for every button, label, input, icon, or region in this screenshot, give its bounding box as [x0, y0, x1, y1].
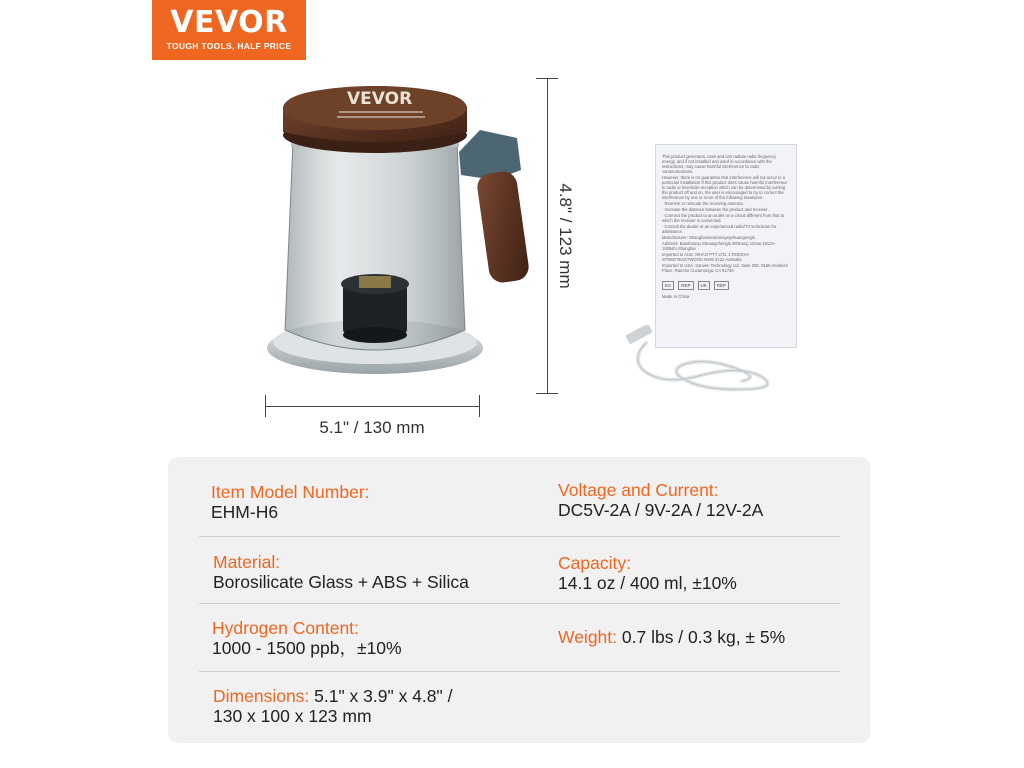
spec-voltage-value: DC5V-2A / 9V-2A / 12V-2A: [558, 500, 764, 520]
manual-text: However, there is no guarantee that interference will not occur in a particular installation If this product does cause harmful interference to radio or television reception which can be determined by turning the product off and on, the user is encouraged to try to correct the interference by one or more of the following measures:: [662, 175, 788, 200]
height-dimension-label: 4.8" / 123 mm: [556, 183, 575, 289]
width-dimension-line: [265, 406, 479, 407]
width-dimension-tick-right: [479, 395, 480, 417]
made-in-text: Made In China: [662, 294, 690, 299]
manual-text: Address: Baoshanqu Shuangchenglu 803nong 11hao 1812A-1809shi Shanghai: [662, 241, 776, 251]
spec-dimensions: [213, 686, 452, 726]
manual-text: Imported to AUS: SIHAO PTY LTD. 1 ROKEVA STREETEASTWOOD NSW 2122 Australia: [662, 252, 749, 262]
spec-material-value: Borosilicate Glass + ABS + Silica: [213, 572, 469, 592]
rep-mark: REP: [714, 281, 729, 290]
height-dimension-line: [547, 78, 548, 394]
manual-text: This product generates, uses and can radiate radio frequency energy, and if not installed and used in accordance with the instructions, may cause harmful interference to radio communications.: [662, 154, 777, 174]
manual-card: [655, 144, 797, 348]
spec-weight-label: Weight:: [558, 627, 618, 647]
manual-text: · Increase the distance between the product and receiver.: [662, 207, 769, 212]
spec-dimensions-value-line1: 5.1" x 3.9" x 4.8" /: [309, 686, 453, 706]
brand-logo: [152, 0, 306, 60]
product-image: [255, 80, 545, 390]
rep-mark: REP: [678, 281, 693, 290]
usb-cable-icon: [612, 325, 782, 395]
uk-mark: UK: [698, 281, 710, 290]
manual-text: Manufacturer: Shanghaimeixinmayeyekuangongsi: [662, 235, 755, 240]
spec-weight: [558, 627, 785, 647]
lid-logo: VEVOR: [347, 89, 413, 109]
spec-voltage-label: Voltage and Current:: [558, 480, 719, 500]
spec-capacity-value: 14.1 oz / 400 ml, ±10%: [558, 573, 737, 593]
brand-tagline: TOUGH TOOLS, HALF PRICE: [166, 41, 292, 51]
ec-mark: EC: [662, 281, 674, 290]
spec-material: [213, 552, 469, 592]
brand-name: VEVOR: [170, 5, 288, 40]
spec-model-value: EHM-H6: [211, 502, 279, 522]
spec-hydrogen: [212, 618, 402, 658]
spec-model: [211, 482, 370, 522]
spec-capacity-label: Capacity:: [558, 553, 631, 573]
spec-hydrogen-label: Hydrogen Content:: [212, 618, 359, 638]
manual-text: · Connect the product to an outlet on a circuit different from that to which the receiver is connected.: [662, 213, 785, 223]
row-divider: [199, 603, 840, 604]
manual-text: · Consult the dealer or an experienced radio/TV technician for assistance.: [662, 224, 777, 234]
manual-text: · Reorient or relocate the receiving antenna.: [662, 201, 744, 206]
spec-dimensions-label: Dimensions:: [213, 686, 310, 706]
spec-weight-value: 0.7 lbs / 0.3 kg, ± 5%: [617, 627, 786, 647]
spec-capacity: [558, 553, 737, 593]
manual-text: Imported to USA: Sanven Technology Ltd. Suite 250, 9166 Anaheim Place, Rancho Cucamonga, CA 91730: [662, 263, 788, 273]
width-dimension-label: 5.1" / 130 mm: [319, 418, 425, 437]
manual-marks: [662, 281, 790, 290]
row-divider: [199, 536, 840, 537]
height-dimension-tick-bottom: [536, 393, 558, 394]
spec-material-label: Material:: [213, 552, 281, 572]
spec-hydrogen-value: 1000 - 1500 ppb，±10%: [212, 638, 402, 658]
spec-dimensions-value-line2: 130 x 100 x 123 mm: [213, 706, 372, 726]
row-divider: [199, 671, 840, 672]
spec-voltage: [558, 480, 763, 520]
spec-model-label: Item Model Number:: [211, 482, 370, 502]
